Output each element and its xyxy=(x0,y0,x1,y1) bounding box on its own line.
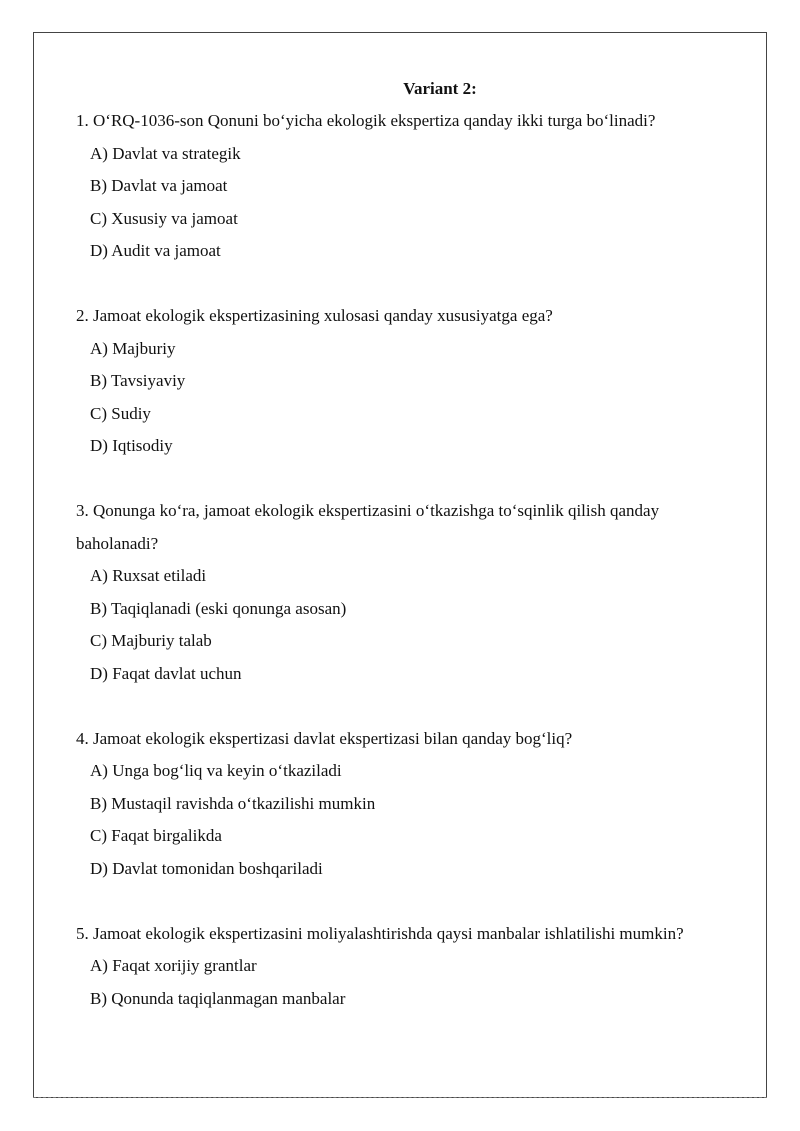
answer-option: B) Taqiqlanadi (eski qonunga asosan) xyxy=(90,598,347,618)
answer-option: A) Davlat va strategik xyxy=(90,143,241,163)
question-spacer xyxy=(76,268,736,301)
answer-option: B) Davlat va jamoat xyxy=(90,176,228,195)
question-text: 2. Jamoat ekologik ekspertizasining xulosasi qanday xususiyatga ega? xyxy=(76,306,553,325)
answer-option: C) Sudiy xyxy=(90,403,151,423)
question-4 xyxy=(76,723,736,886)
question-spacer xyxy=(76,885,736,918)
answer-option: D) Davlat tomonidan boshqariladi xyxy=(90,858,323,878)
answer-option: A) Ruxsat etiladi xyxy=(90,566,207,585)
question-1 xyxy=(76,105,736,268)
answer-option: A) Unga bog‘liq va keyin o‘tkaziladi xyxy=(90,761,342,780)
answer-option: A) Faqat xorijiy grantlar xyxy=(90,956,257,975)
variant-title: Variant 2: xyxy=(403,79,477,98)
answer-option: B) Qonunda taqiqlanmagan manbalar xyxy=(90,988,346,1008)
answer-option: C) Faqat birgalikda xyxy=(90,826,222,845)
question-text: 4. Jamoat ekologik ekspertizasi davlat ekspertizasi bilan qanday bog‘liq? xyxy=(76,728,573,748)
answer-option: C) Xususiy va jamoat xyxy=(90,208,238,228)
question-text: 1. O‘RQ-1036-son Qonuni bo‘yicha ekologik ekspertiza qanday ikki turga bo‘linadi? xyxy=(76,111,656,130)
document-body xyxy=(76,73,736,1015)
answer-option: B) Tavsiyaviy xyxy=(90,371,186,390)
answer-option: B) Mustaqil ravishda o‘tkazilishi mumkin xyxy=(90,793,376,813)
answer-option: D) Audit va jamoat xyxy=(90,241,221,260)
question-spacer xyxy=(76,690,736,723)
answer-option: C) Majburiy talab xyxy=(90,631,212,650)
answer-option: D) Faqat davlat uchun xyxy=(90,663,242,683)
page-bottom-rule xyxy=(33,1097,767,1098)
question-text: 3. Qonunga ko‘ra, jamoat ekologik ekspertizasini o‘tkazishga to‘sqinlik qilish qanday baholanadi? xyxy=(76,501,660,553)
answer-option: A) Majburiy xyxy=(90,338,176,358)
question-3 xyxy=(76,495,736,690)
question-text: 5. Jamoat ekologik ekspertizasini moliyalashtirishda qaysi manbalar ishlatilishi mumkin? xyxy=(76,923,684,943)
question-2 xyxy=(76,300,736,463)
question-spacer xyxy=(76,463,736,496)
question-5 xyxy=(76,918,736,1016)
answer-option: D) Iqtisodiy xyxy=(90,436,173,455)
